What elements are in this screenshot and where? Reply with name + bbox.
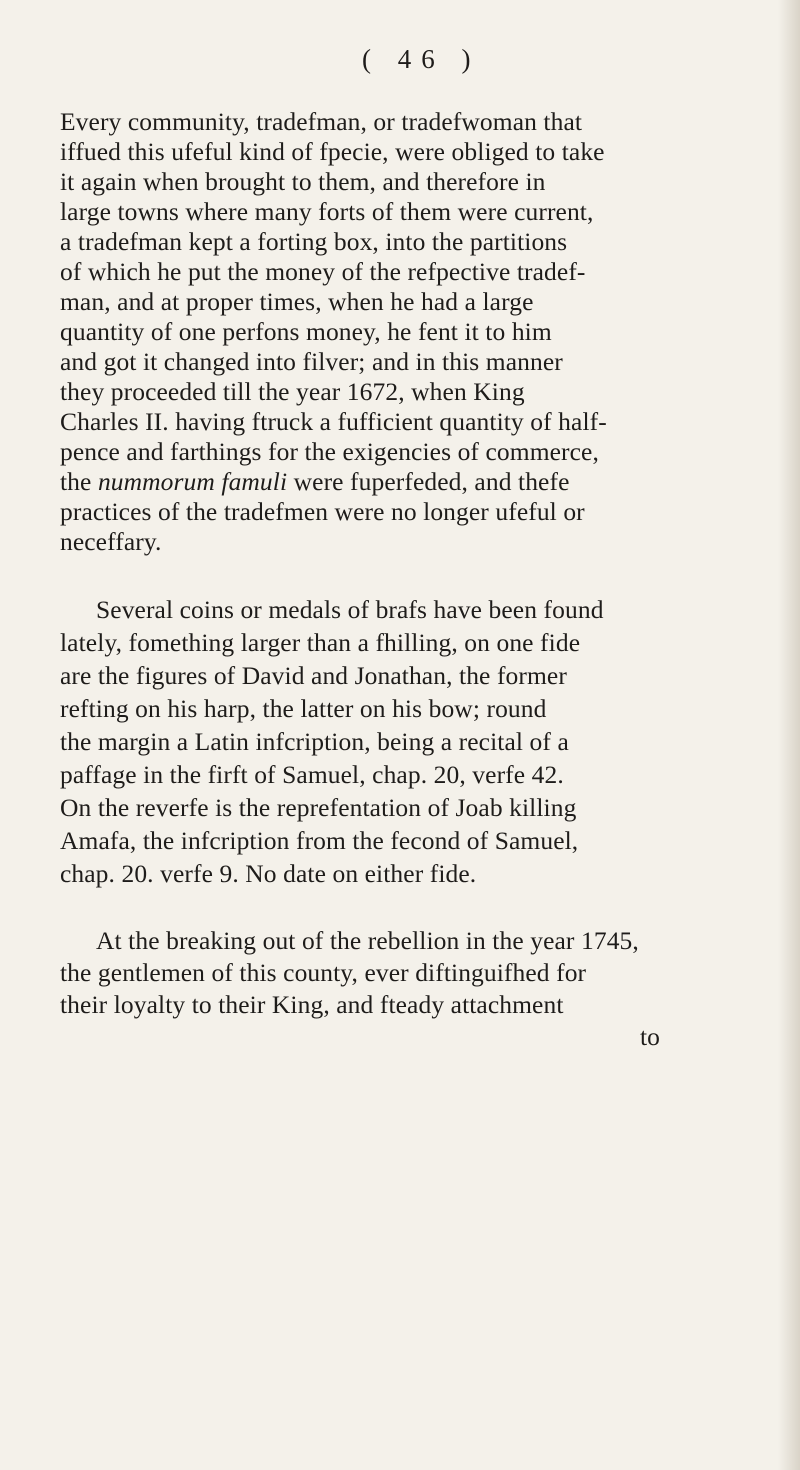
text-line: Charles II. having ftruck a fufficient quantity of half- <box>60 407 607 436</box>
text-line: a tradefman kept a forting box, into the partitions <box>60 227 568 256</box>
page-edge-shadow <box>778 0 800 1470</box>
text-line: the gentlemen of this county, ever diftinguifhed for <box>60 958 587 987</box>
text-line: of which he put the money of the refpective tradef- <box>60 257 586 286</box>
text-line: lately, fomething larger than a fhilling, on one fide <box>60 628 581 657</box>
text-line: neceffary. <box>60 527 162 556</box>
text-line: they proceeded till the year 1672, when King <box>60 377 525 406</box>
catchword: to <box>640 1022 661 1051</box>
text-line: refting on his harp, the latter on his bow; round <box>60 694 547 723</box>
text-line: it again when brought to them, and therefore in <box>60 167 546 196</box>
text-line: large towns where many forts of them were current, <box>60 197 594 226</box>
text-line: and got it changed into filver; and in this manner <box>60 347 563 376</box>
text-line: iffued this ufeful kind of fpecie, were obliged to take <box>60 137 605 166</box>
text-line: chap. 20. verfe 9. No date on either fide. <box>60 859 477 888</box>
text-line: pence and farthings for the exigencies of commerce, <box>60 437 599 466</box>
text-line: their loyalty to their King, and fteady attachment <box>60 990 564 1019</box>
text-line: paffage in the firft of Samuel, chap. 20, verfe 42. <box>60 760 564 789</box>
text-line: man, and at proper times, when he had a large <box>60 287 534 316</box>
text-line: practices of the tradefmen were no longer ufeful or <box>60 497 585 526</box>
text-run: the <box>60 467 98 496</box>
text-line: the margin a Latin infcription, being a recital of a <box>60 727 569 756</box>
text-line: quantity of one perfons money, he fent it to him <box>60 317 552 346</box>
italic-phrase: nummorum famuli <box>97 467 288 496</box>
text-line: At the breaking out of the rebellion in the year 1745, <box>96 926 639 955</box>
text-line: are the figures of David and Jonathan, the former <box>60 661 567 690</box>
page-number: ( 46 ) <box>362 44 481 74</box>
text-line: On the reverfe is the reprefentation of Joab killing <box>60 793 577 822</box>
text-line: Amafa, the infcription from the fecond of Samuel, <box>60 826 579 855</box>
text-line: Every community, tradefman, or tradefwoman that <box>60 107 583 136</box>
text-line: Several coins or medals of brafs have been found <box>96 595 604 624</box>
text-line-with-italic <box>60 467 570 497</box>
text-run: were fuperfeded, and thefe <box>287 467 570 496</box>
